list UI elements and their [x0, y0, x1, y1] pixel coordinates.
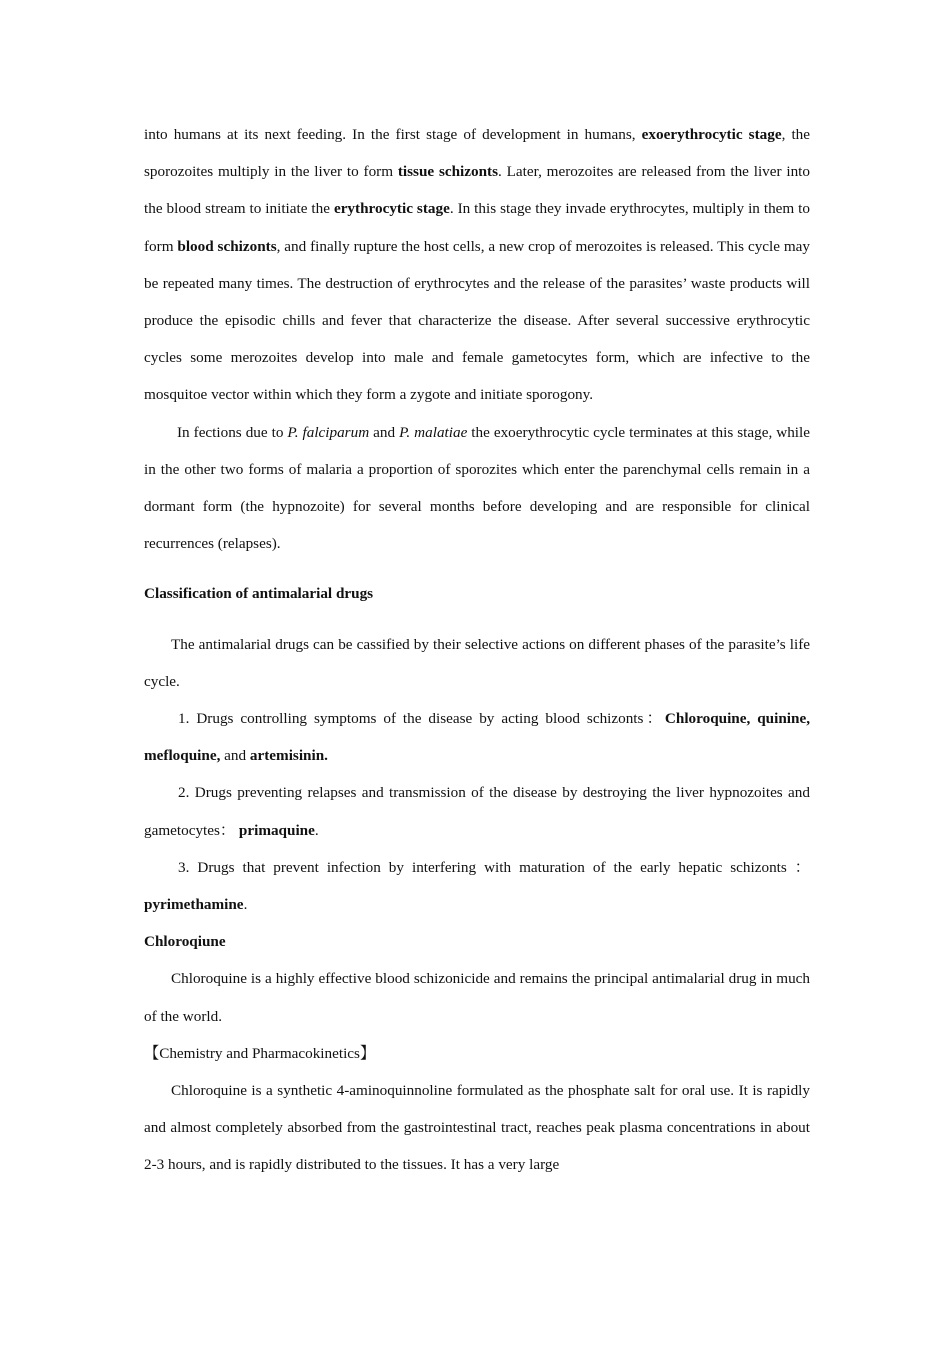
list-item-2 — [144, 774, 810, 848]
text-run: , the sporozoites multiply in the liver to form — [144, 126, 810, 181]
drug-name-artemisinin: artemisinin. — [249, 747, 328, 765]
paragraph-classification-intro: The antimalarial drugs can be cassified by their selective actions on different phases of the parasite’s life cycle. — [144, 635, 810, 690]
paragraph-chloroquine-body: Chloroquine is a synthetic 4-aminoquinnoline formulated as the phosphate salt for oral use. It is rapidly and almost completely absorbed from the gastrointestinal tract, reaches peak plasma concentrations in about 2-3 hours, and is rapidly distributed to the tissues. It has a very large — [144, 1082, 810, 1174]
term-exoerythrocytic-stage: exoerythrocytic stage — [641, 126, 782, 143]
drug-names-bold: Chloroquine, quinine, mefloquine, — [144, 710, 810, 765]
text-run: and — [369, 423, 400, 441]
text-run: In fections due to — [177, 423, 288, 441]
paragraph-life-cycle — [144, 116, 810, 414]
document-page — [144, 116, 810, 1184]
text-run: 2. Drugs preventing relapses and transmission of the disease by destroying the liver hypnozoites and gametocytes： — [144, 784, 810, 839]
list-item-3 — [144, 849, 810, 923]
term-blood-schizonts: blood schizonts — [177, 237, 277, 255]
paragraph-chloroquine-intro: Chloroquine is a highly effective blood schizonicide and remains the principal antimalarial drug in much of the world. — [144, 970, 810, 1025]
text-run: . In this stage they invade erythrocytes, multiply in them to form — [144, 200, 810, 255]
paragraph-infections — [144, 414, 810, 563]
drug-name-pyrimethamine: pyrimethamine — [144, 896, 244, 914]
species-p-malatiae: P. malatiae — [399, 423, 468, 441]
species-p-falciparum: P. falciparum — [287, 423, 370, 441]
text-run: . — [243, 896, 248, 914]
text-run: . Later, merozoites are released from the liver into the blood stream to initiate the — [144, 163, 810, 218]
text-run: the exoerythrocytic cycle terminates at this stage, while in the other two forms of malaria a proportion of sporozites which enter the parenchymal cells remain in a dormant form (the hypnozoite) for several months before developing and are responsible for clinical recurrences (relapses). — [144, 423, 810, 553]
text-run: 3. Drugs that prevent infection by interfering with maturation of the early hepatic schizonts ： — [178, 858, 810, 876]
text-run: 1. Drugs controlling symptoms of the disease by acting blood schizonts： — [178, 710, 665, 728]
section-heading-chloroquine: Chloroqiune — [144, 933, 226, 951]
text-run: , and finally rupture the host cells, a new crop of merozoites is released. This cycle may be repeated many times. The destruction of erythrocytes and the release of the parasites’ waste products will produce the episodic chills and fever that characterize the disease. After several successive erythrocytic cycles some merozoites develop into male and female gametocytes form, which are infective to the mosquitoe vector within which they form a zygote and initiate sporogony. — [144, 237, 810, 404]
text-run: into humans at its next feeding. In the first stage of development in humans, — [144, 126, 642, 143]
section-heading-classification: Classification of antimalarial drugs — [144, 585, 374, 603]
subheading-chemistry-pharmacokinetics: 【Chemistry and Pharmacokinetics】 — [144, 1044, 376, 1062]
term-tissue-schizonts: tissue schizonts — [397, 163, 499, 181]
list-item-1 — [144, 700, 810, 774]
text-run: and — [220, 747, 250, 765]
text-run: . — [314, 821, 319, 839]
drug-name-primaquine: primaquine — [238, 821, 315, 839]
term-erythrocytic-stage: erythrocytic stage — [333, 200, 450, 218]
